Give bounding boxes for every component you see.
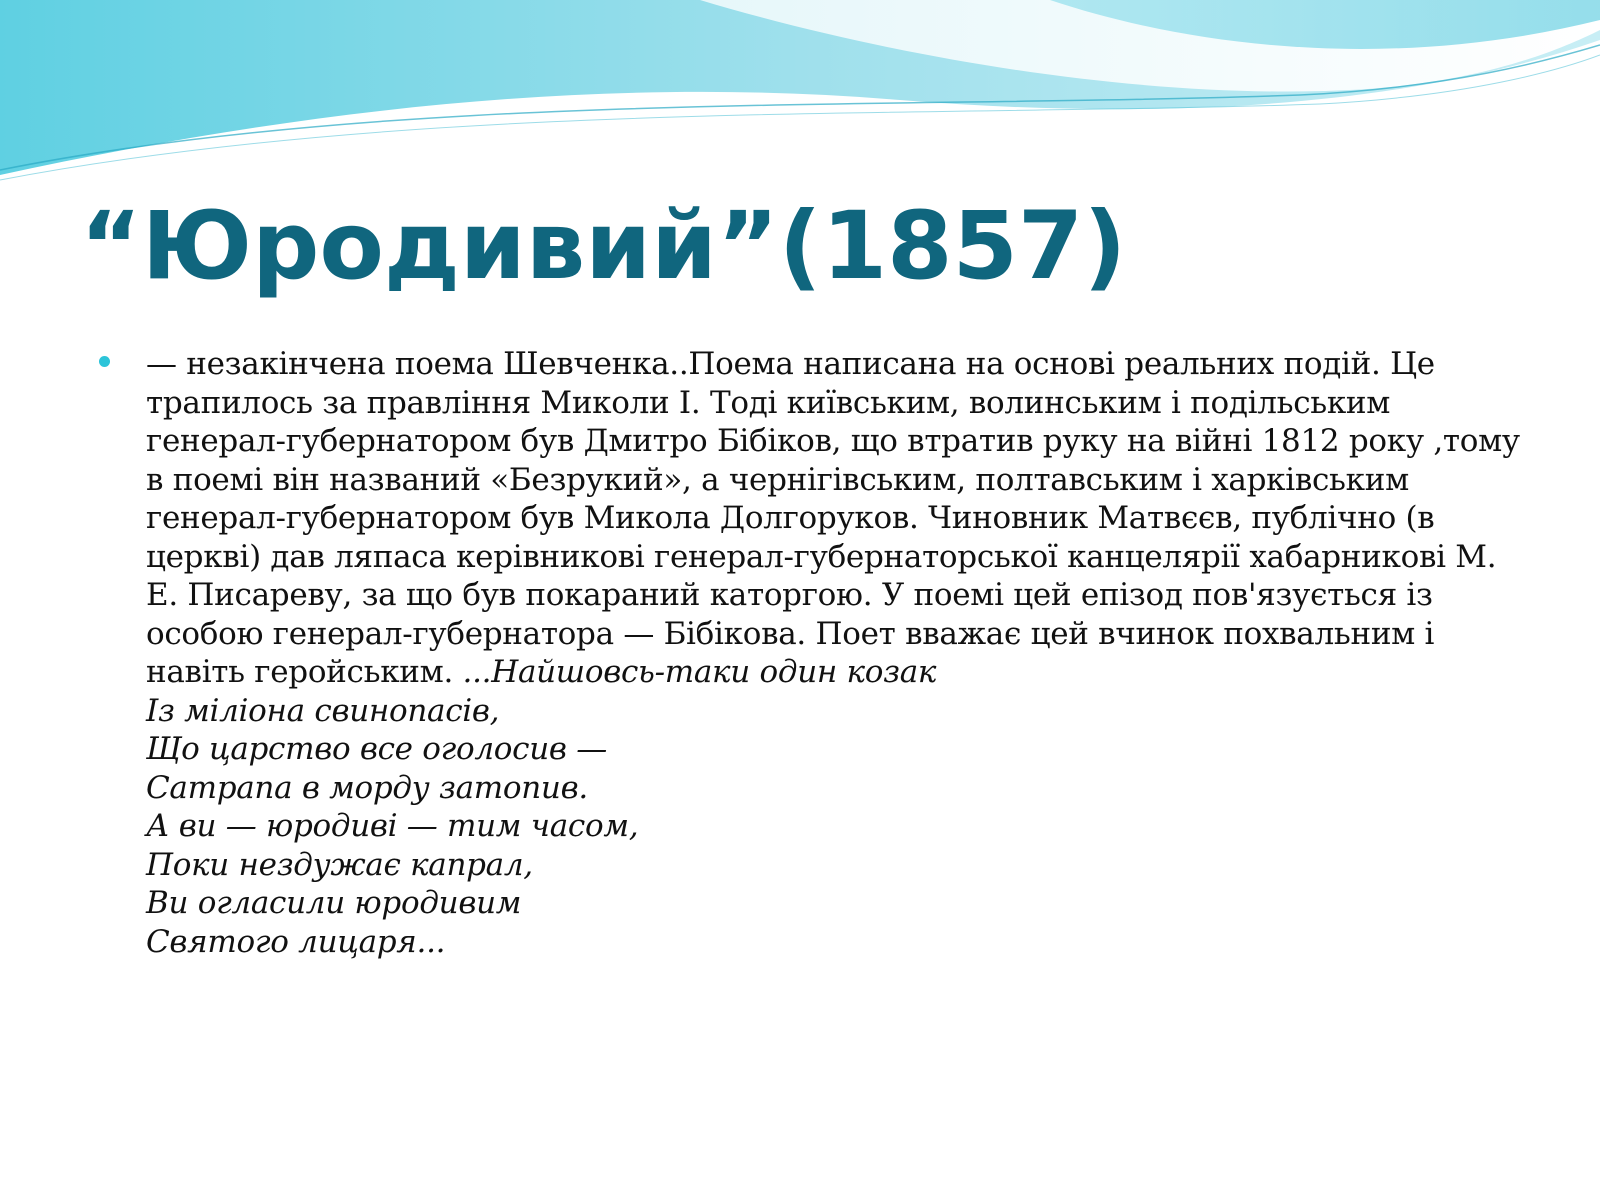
- bullet-paragraph: [146, 345, 1534, 961]
- slide-title: “Юродивий”(1857): [80, 192, 1127, 301]
- poem-line: ...Найшовсь-таки один козак: [462, 654, 937, 690]
- poem-line: Що царство все оголосив —: [146, 731, 607, 767]
- bullet-list: [94, 345, 1534, 961]
- bullet-dot-icon: [99, 356, 110, 367]
- paragraph-text: — незакінчена поема Шевченка..Поема написана на основі реальних подій. Це трапилось за правління Миколи І. Тоді київським, волинським і подільським генерал-губернатором був Дмитро Бібіков, що втратив руку на війні 1812 року ,тому в поемі він названий «Безрукий», а чернігівським, полтавським і харківським генерал-губернатором був Микола Долгоруков. Чиновник Матвєєв, публічно (в церкві) дав ляпаса керівникові генерал-губернаторської канцелярії хабарникові М. Е. Писареву, за що був покараний каторгою. У поемі цей епізод пов'язується із особою генерал-губернатора — Бібікова. Поет вважає цей вчинок похвальним і навіть геройським.: [146, 346, 1520, 690]
- poem-line: Поки нездужає капрал,: [146, 846, 533, 883]
- poem-line: Святого лицаря...: [146, 923, 446, 960]
- poem-line: Сатрапа в морду затопив.: [146, 769, 588, 806]
- poem-line: Із міліона свинопасів,: [146, 692, 500, 729]
- poem-line: А ви — юродиві — тим часом,: [146, 808, 639, 844]
- header-wave-decoration: [0, 0, 1600, 200]
- poem-line: Ви огласили юродивим: [146, 885, 522, 921]
